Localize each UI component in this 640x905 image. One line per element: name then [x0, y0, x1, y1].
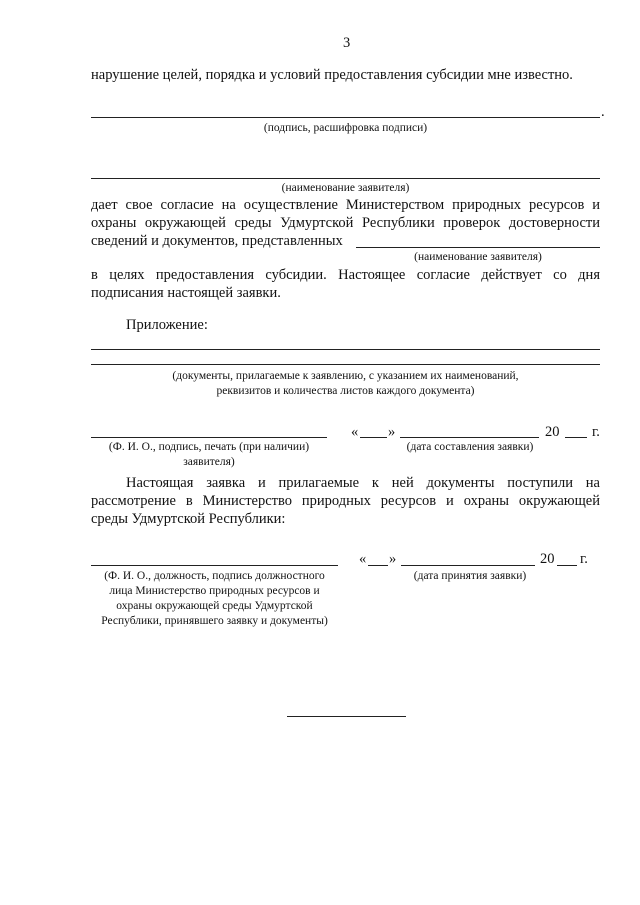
- applicant-fio-caption-2: заявителя): [183, 456, 235, 468]
- accept-year-line[interactable]: [557, 565, 577, 566]
- attachment-label: Приложение:: [126, 317, 208, 333]
- attachment-caption-2: реквизитов и количества листов каждого документа): [216, 385, 475, 397]
- attachment-line-1[interactable]: [91, 349, 600, 350]
- attachment-line-2[interactable]: [91, 364, 600, 365]
- known-violation-text: нарушение целей, порядка и условий предоставления субсидии мне известно.: [91, 67, 573, 83]
- applicant-name-line[interactable]: [91, 178, 600, 179]
- official-caption-1: (Ф. И. О., должность, подпись должностного: [104, 570, 325, 582]
- applicant-fio-caption-1: (Ф. И. О., подпись, печать (при наличии): [108, 441, 310, 453]
- consent-applicant-caption: (наименование заявителя): [414, 251, 542, 263]
- official-caption-2: лица Министерство природных ресурсов и: [109, 585, 320, 597]
- consent-line-1: дает свое согласие на осуществление Министерством природных ресурсов и: [91, 197, 600, 213]
- date-day-line[interactable]: [360, 437, 387, 438]
- accept-year-suffix: г.: [580, 551, 588, 567]
- received-line-1: Настоящая заявка и прилагаемые к ней документы поступили на: [126, 475, 600, 491]
- consent-line-2: охраны окружающей среды Удмуртской Республики проверок достоверности: [91, 215, 600, 231]
- accept-year-prefix: 20: [540, 551, 555, 567]
- date-year-suffix: г.: [592, 424, 600, 440]
- received-line-2: рассмотрение в Министерство природных ресурсов и охраны окружающей: [91, 493, 600, 509]
- accept-close-quote: »: [389, 551, 397, 567]
- consent-line-5: подписания настоящей заявки.: [91, 285, 281, 301]
- date-year-line[interactable]: [565, 437, 587, 438]
- official-caption-4: Республики, принявшего заявку и документы): [101, 615, 328, 627]
- official-caption-3: охраны окружающей среды Удмуртской: [116, 600, 313, 612]
- received-line-3: среды Удмуртской Республики:: [91, 511, 286, 527]
- page-number: 3: [343, 35, 351, 51]
- date-year-prefix: 20: [545, 424, 560, 440]
- signature-line[interactable]: [91, 117, 600, 118]
- compose-date-caption: (дата составления заявки): [406, 441, 534, 453]
- official-signature-line[interactable]: [91, 565, 338, 566]
- accept-month-line[interactable]: [401, 565, 535, 566]
- applicant-name-caption: (наименование заявителя): [281, 182, 410, 194]
- end-separator: [287, 716, 406, 717]
- signature-caption: (подпись, расшифровка подписи): [263, 122, 428, 134]
- accept-open-quote: «: [359, 551, 367, 567]
- attachment-caption-1: (документы, прилагаемые к заявлению, с указанием их наименований,: [172, 370, 519, 382]
- applicant-signature-line[interactable]: [91, 437, 327, 438]
- date-month-line[interactable]: [400, 437, 539, 438]
- consent-line-3: сведений и документов, представленных: [91, 233, 343, 249]
- date-open-quote: «: [351, 424, 359, 440]
- date-close-quote: »: [388, 424, 396, 440]
- accept-date-caption: (дата принятия заявки): [413, 570, 527, 582]
- signature-dot: .: [601, 104, 605, 120]
- consent-line-4: в целях предоставления субсидии. Настоящее согласие действует со дня: [91, 267, 600, 283]
- accept-day-line[interactable]: [368, 565, 388, 566]
- applicant-name-line-2[interactable]: [356, 247, 600, 248]
